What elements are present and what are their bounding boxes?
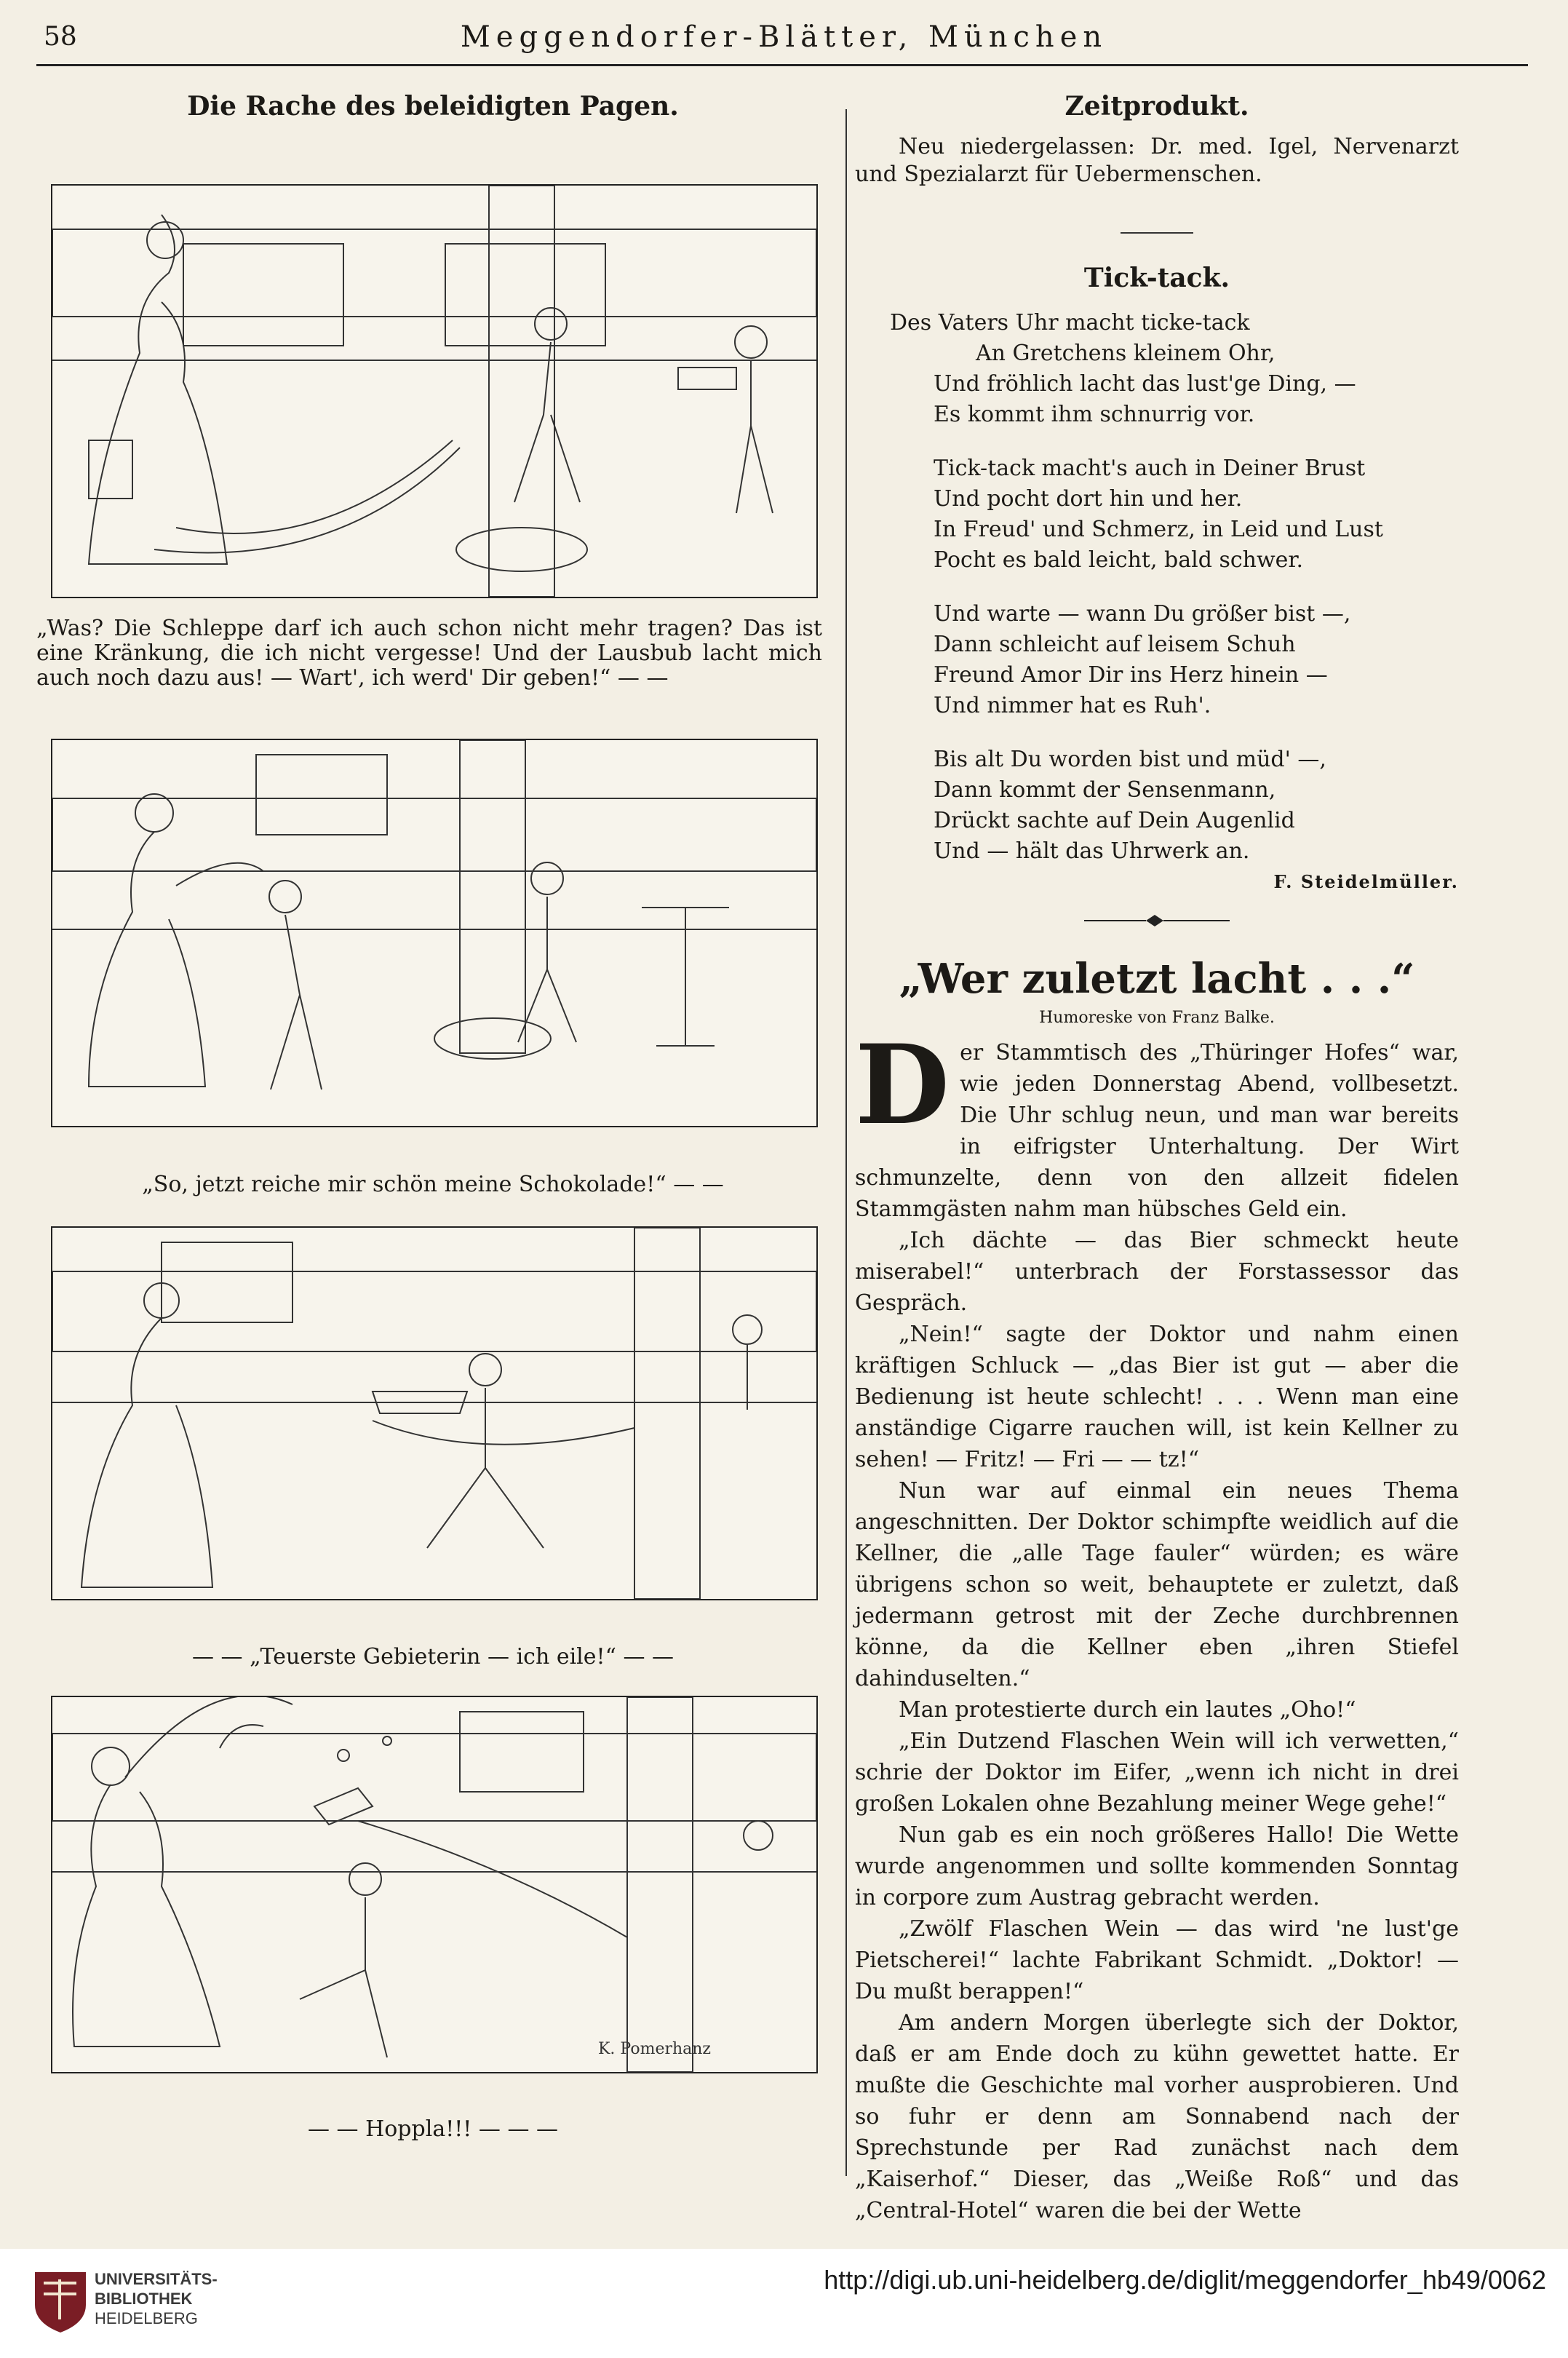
poem-line: An Gretchens kleinem Ohr, (976, 341, 1276, 366)
stanza-1 (890, 308, 1459, 430)
library-line: HEIDELBERG (95, 2309, 198, 2327)
university-seal-icon (29, 2265, 91, 2334)
permalink-url[interactable]: http://digi.ub.uni-heidelberg.de/diglit/meggendorfer_hb49/0062 (824, 2265, 1546, 2295)
poem-line: Drückt sachte auf Dein Augenlid (934, 808, 1295, 833)
caption-1: „Was? Die Schleppe darf ich auch schon nicht mehr tragen? Das ist eine Kränkung, die ich nicht vergesse! Und der Lausbub lacht mich auch noch dazu aus! — Wart', ich werd' Dir geben!“ — — (36, 616, 822, 691)
caption-3: — — „Teuerste Gebieterin — ich eile!“ — — (192, 1644, 674, 1670)
column-divider (845, 109, 847, 2176)
panel-2-illustration (52, 740, 816, 1126)
zeit-text: Neu niedergelassen: Dr. med. Igel, Nervenarzt und Spezialarzt für Uebermenschen. (855, 134, 1459, 187)
stanza-4 (934, 745, 1459, 867)
poem-line: Pocht es bald leicht, bald schwer. (934, 547, 1304, 573)
story-paragraph: Nun gab es ein noch größeres Hallo! Die Wette wurde angenommen und sollte kommenden Sonntag in corpore zum Austrag gebracht werden. (855, 1822, 1459, 1910)
library-name (95, 2269, 218, 2328)
poem-line: Und fröhlich lacht das lust'ge Ding, — (934, 371, 1356, 397)
poem-title: Tick-tack. (1083, 263, 1230, 293)
drop-cap: D (855, 1021, 950, 1149)
story-subtitle: Humoreske von Franz Balke. (1039, 1009, 1275, 1027)
poem-line: Freund Amor Dir ins Herz hinein — (934, 662, 1328, 688)
story-paragraph: Nun war auf einmal ein neues Thema angeschnitten. Der Doktor schimpfte weidlich auf die Kellner, die „alle Tage fauler“ würden; es wäre übrigens schon so weit, behauptete er zuletzt, daß jedermann getrost mit der Zeche durchbrennen könne, da die Kellner eben „ihren Stiefel dahinduselten.“ (855, 1478, 1459, 1691)
poem-line: Tick-tack macht's auch in Deiner Brust (934, 456, 1366, 481)
story-title: „Wer zuletzt lacht . . .“ (899, 955, 1415, 1003)
poem-line: Und pocht dort hin und her. (934, 486, 1243, 512)
comic-panel-3 (51, 1226, 818, 1600)
poem-line: Bis alt Du worden bist und müd' —, (934, 747, 1326, 772)
section-rule (1121, 232, 1193, 234)
poem-line: Und nimmer hat es Ruh'. (934, 693, 1211, 718)
poem-line: Und warte — wann Du größer bist —, (934, 601, 1351, 627)
artist-signature: K. Pomerhanz (598, 2040, 712, 2058)
header-rule (36, 64, 1528, 66)
poem-line: In Freud' und Schmerz, in Leid und Lust (934, 517, 1383, 542)
poem-line: Dann kommt der Sensenmann, (934, 777, 1276, 803)
panel-4-illustration (52, 1697, 816, 2072)
comic-column (36, 91, 829, 2142)
story-paragraph: Man protestierte durch ein lautes „Oho!“ (899, 1697, 1356, 1723)
magazine-header: Meggendorfer-Blätter, München (460, 20, 1108, 54)
poem (855, 308, 1459, 867)
stanza-3 (934, 599, 1459, 721)
story-paragraph: „Nein!“ sagte der Doktor und nahm einen kräftigen Schluck — „das Bier ist gut — aber die Bedienung ist heute schlecht! . . . Wenn man eine anständige Cigarre rauchen will, ist kein Kellner zu sehen! — Fritz! — Fri — — tz!“ (855, 1322, 1459, 1472)
story-paragraph: „Ich dächte — das Bier schmeckt heute miserabel!“ unterbrach der Forstassessor das Gespräch. (855, 1228, 1459, 1316)
comic-title: Die Rache des beleidigten Pagen. (187, 91, 679, 122)
text-column (855, 91, 1459, 2226)
story-paragraph: „Ein Dutzend Flaschen Wein will ich verwetten,“ schrie der Doktor im Eifer, „wenn ich nicht in drei großen Lokalen ohne Bezahlung meiner Wege gehe!“ (855, 1728, 1459, 1817)
library-line: BIBLIOTHEK (95, 2290, 193, 2308)
zeit-title: Zeitprodukt. (1064, 91, 1249, 122)
story-paragraph: Am andern Morgen überlegte sich der Doktor, daß er am Ende doch zu kühn gewettet hatte. Er mußte die Geschichte mal vorher ausprobieren. Und so fuhr er denn am Sonnabend nach der Sprechstunde per Rad zunächst nach dem „Kaiserhof.“ Dieser, das „Weiße Roß“ und das „Central-Hotel“ waren die bei der Wette (855, 2010, 1459, 2223)
comic-panel-2 (51, 739, 818, 1127)
poem-line: Und — hält das Uhrwerk an. (934, 838, 1250, 864)
story-paragraph: er Stammtisch des „Thüringer Hofes“ war, wie jeden Donnerstag Abend, vollbesetzt. Die Uhr schlug neun, und man war bereits in eifrigster Unterhaltung. Der Wirt schmunzelte, denn von den allzeit fidelen Stammgästen nahm man hübsches Geld ein. (855, 1040, 1459, 1222)
comic-panel-4 (51, 1696, 818, 2073)
story-body (855, 1021, 1459, 2226)
ornament-divider (855, 907, 1459, 936)
ornament-icon (1077, 912, 1237, 929)
poem-line: Dann schleicht auf leisem Schuh (934, 632, 1296, 657)
stanza-2 (934, 453, 1459, 576)
caption-4: — — Hoppla!!! — — — (308, 2116, 558, 2142)
story-paragraph: „Zwölf Flaschen Wein — das wird 'ne lust'ge Pietscherei!“ lachte Fabrikant Schmidt. „Doktor! — Du mußt berappen!“ (855, 1916, 1459, 2004)
poem-line: Es kommt ihm schnurrig vor. (934, 402, 1255, 427)
library-line: UNIVERSITÄTS- (95, 2270, 218, 2288)
poem-line: Des Vaters Uhr macht ticke-tack (890, 310, 1250, 336)
caption-2: „So, jetzt reiche mir schön meine Schokolade!“ — — (142, 1172, 724, 1197)
panel-1-illustration (52, 186, 816, 597)
comic-panel-1 (51, 184, 818, 598)
poem-author: F. Steidelmüller. (1273, 871, 1459, 892)
panel-3-illustration (52, 1228, 816, 1599)
page-number: 58 (44, 22, 77, 52)
